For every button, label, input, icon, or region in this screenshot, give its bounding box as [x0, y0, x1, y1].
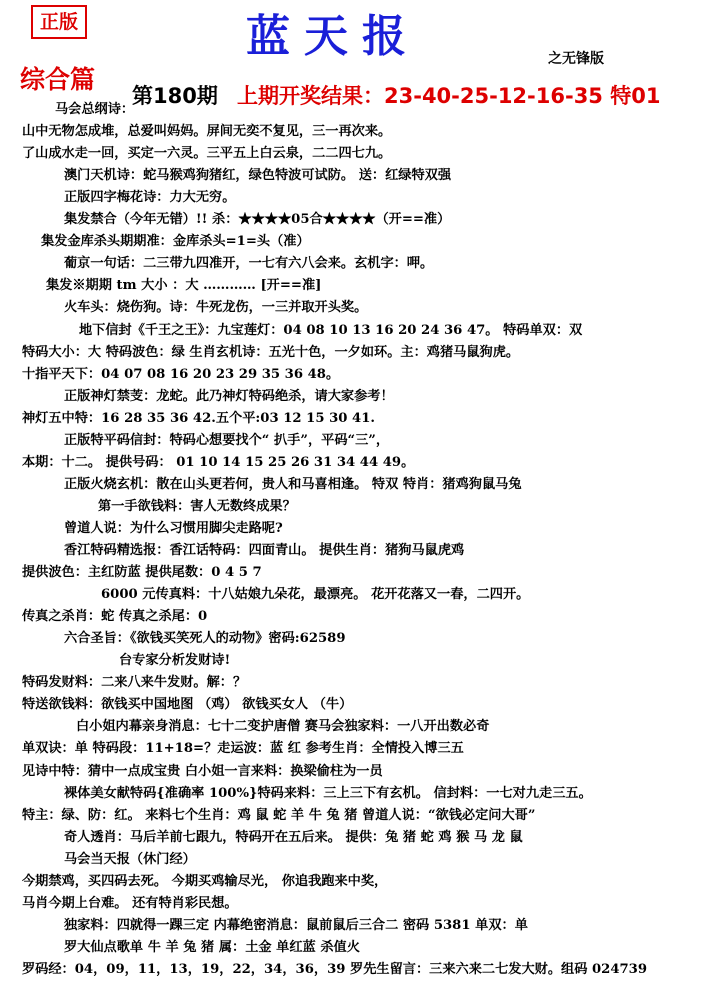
content-line: 第一手欲钱料：害人无数终成果？ — [98, 499, 296, 514]
content-line: 香江特码精选报：香江话特码：四面青山。 提供生肖：猪狗马鼠虎鸡 — [64, 543, 465, 558]
content-line: 奇人透肖：马后羊前七跟九，特码开在五后来。 提供：兔 猪 蛇 鸡 猴 马 龙 鼠 — [64, 830, 523, 845]
content-line: 单双诀：单 特码段：11+18=？走运波：蓝 红 参考生肖：全情投入博三五 — [22, 741, 464, 756]
content-line: 裸体美女献特码{准确率 100%}特码来料：三上三下有玄机。 信封料：一七对九走三五。 — [64, 786, 592, 801]
content-line: 山中无物怎成堆，总爱叫妈妈。屏间无奕不复见，三一再次来。 — [22, 124, 392, 139]
content-line: 集发※期期 tm 大小 ：大 ………… [开==准] — [46, 278, 322, 293]
content-line: 正版神灯禁芰：龙蛇。此乃神灯特码绝杀，请大家参考！ — [64, 389, 394, 404]
content-line: 葡京一句话：二三带九四准开，一七有六八会来。玄机字：呷。 — [64, 256, 434, 271]
content-line: 正版火烧玄机：散在山头更若何，贵人和马喜相逢。 特双 特肖：猪鸡狗鼠马兔 — [64, 477, 522, 492]
section-title: 综合篇 — [20, 65, 96, 94]
content-line: 特送欲钱料：欲钱买中国地图 （鸡） 欲钱买女人 （牛） — [22, 697, 353, 712]
content-line: 特码发财料：二来八来牛发财。解：？ — [22, 675, 247, 690]
content-line: 集发金库杀头期期准：金库杀头=1=头（准） — [41, 234, 310, 249]
content-line: 澳门天机诗：蛇马猴鸡狗猪红，绿色特波可试防。 送：红绿特双强 — [64, 168, 452, 183]
issue-number: 第180期 — [132, 84, 218, 108]
content-line: 马会总纲诗： — [55, 102, 135, 117]
content-line: 马肖今期上台难。 还有特肖彩民想。 — [22, 896, 238, 911]
content-line: 白小姐内幕亲身消息：七十二变护唐僧 赛马会独家料：一八开出数必奇 — [76, 719, 490, 734]
content-line: 火车头：烧伤狗。诗：牛死龙伤，一三并取开头奖。 — [64, 300, 368, 315]
content-line: 提供波色：主红防蓝 提供尾数：0 4 5 7 — [22, 565, 262, 580]
content-line: 台专家分析发财诗! — [119, 653, 231, 668]
content-line: 见诗中特：猜中一点成宝贵 白小姐一言来料：换梁偷柱为一员 — [22, 764, 383, 779]
content-line: 神灯五中特：16 28 35 36 42.五个平:03 12 15 30 41. — [22, 411, 375, 426]
content-line: 正版四字梅花诗：力大无穷。 — [64, 190, 236, 205]
newspaper-title: 蓝天报 — [246, 11, 420, 62]
content-line: 罗码经：04，09，11，13，19，22，34，36，39 罗先生留言：三来六来二七发大财。组码 024739 — [22, 962, 648, 977]
content-line: 独家料：四就得一踝三定 内幕绝密消息：鼠前鼠后三合二 密码 5381 单双：单 — [64, 918, 528, 933]
content-line: 了山成水走一回，买定一六灵。三平五上白云泉，二二四七九。 — [22, 146, 392, 161]
content-line: 今期禁鸡，买四码去死。 今期买鸡输尽光， 你追我跑来中奖， — [22, 874, 388, 889]
last-draw-result: 上期开奖结果：23-40-25-12-16-35 特01 — [237, 84, 661, 108]
content-line: 十指平天下：04 07 08 16 20 23 29 35 36 48。 — [22, 367, 340, 382]
content-line: 特主：绿、防：红。 来料七个生肖：鸡 鼠 蛇 羊 牛 兔 猪 曾道人说：“欲钱必定问大哥” — [22, 808, 536, 823]
edition-subtitle: 之无锋版 — [548, 51, 604, 67]
content-line: 集发禁合（今年无错）!! 杀：★★★★05合★★★★（开==准） — [64, 212, 451, 227]
content-line: 特码大小：大 特码波色：绿 生肖玄机诗：五光十色，一夕如环。主：鸡猪马鼠狗虎。 — [22, 345, 520, 360]
content-line: 本期：十二。 提供号码： 01 10 14 15 25 26 31 34 44 49。 — [22, 455, 415, 470]
content-line: 马会当天报（休门经） — [64, 852, 196, 867]
content-line: 地下信封《千王之王》：九宝莲灯：04 08 10 13 16 20 24 36 47。 特码单双：双 — [79, 323, 583, 338]
content-line: 正版特平码信封：特码心想要找个“ 扒手”，平码“三”， — [64, 433, 390, 448]
content-line: 六合圣旨：《欲钱买笑死人的动物》密码:62589 — [64, 631, 346, 646]
content-line: 6000 元传真料：十八姑娘九朵花，最漂亮。 花开花落又一春，二四开。 — [101, 587, 530, 602]
authentic-badge: 正版 — [31, 5, 87, 39]
content-line: 罗大仙点歌单 牛 羊 兔 猪 属：土金 单红蓝 杀值火 — [64, 940, 360, 955]
content-line: 曾道人说：为什么习惯用脚尖走路呢? — [64, 521, 283, 536]
content-line: 传真之杀肖：蛇 传真之杀尾：0 — [22, 609, 208, 624]
